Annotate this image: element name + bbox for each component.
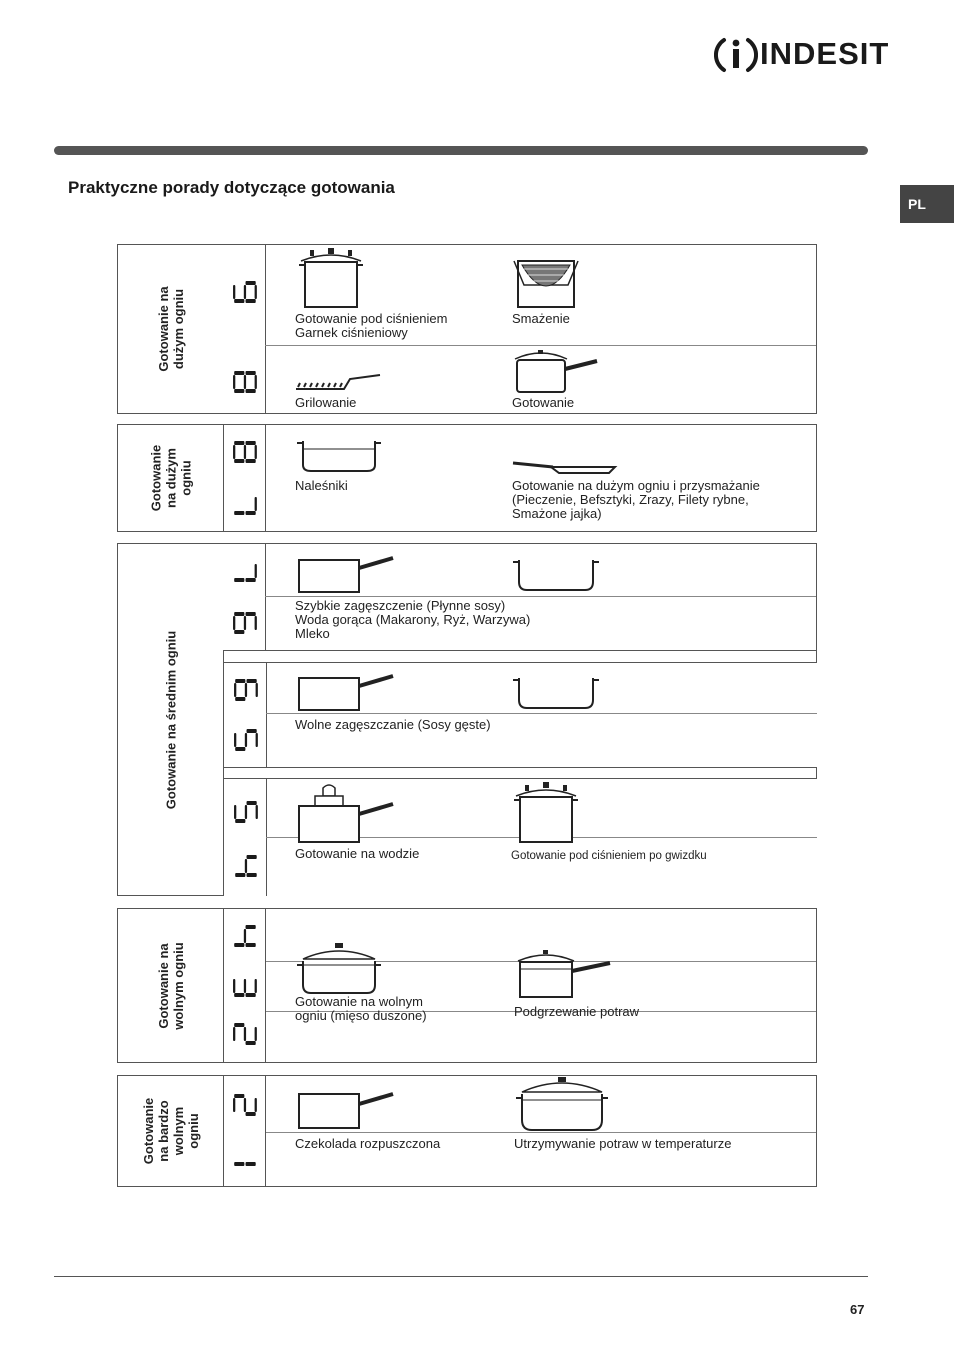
section-label: Gotowanie na dużym ogniu xyxy=(118,425,224,531)
power-level-column xyxy=(223,245,266,413)
power-level-4 xyxy=(233,843,259,889)
frying-pan-icon xyxy=(295,435,383,475)
section-low-heat xyxy=(117,908,817,1063)
power-level-6 xyxy=(233,667,259,713)
saucepan-handle-icon xyxy=(295,1088,395,1130)
power-level-5 xyxy=(233,717,259,763)
item-label: Grilowanie xyxy=(295,395,357,410)
power-level-8 xyxy=(232,359,258,405)
section-label: Gotowanie na średnim ogniu xyxy=(118,544,224,895)
saucepan-handle-icon xyxy=(295,672,395,712)
casserole-lid-icon xyxy=(295,941,383,995)
row-divider xyxy=(265,345,816,346)
skillet-icon xyxy=(511,459,619,475)
saucepan-lid-icon xyxy=(514,949,612,999)
power-level-column xyxy=(223,544,266,650)
item-label: Gotowanie pod ciśnieniem po gwizdku xyxy=(511,850,707,862)
power-level-2 xyxy=(232,1011,258,1057)
power-level-1 xyxy=(232,1132,258,1178)
row-divider xyxy=(266,713,817,714)
row-divider xyxy=(266,1132,816,1133)
item-label: Gotowanie na wolnym ogniu (mięso duszone) xyxy=(295,994,427,1023)
pressure-cooker-icon xyxy=(296,247,366,309)
power-level-5 xyxy=(233,789,259,835)
power-level-column xyxy=(223,909,266,1062)
pressure-cooker-whistle-icon xyxy=(511,780,581,844)
item-label: Utrzymywanie potraw w temperaturze xyxy=(514,1136,732,1151)
indesit-logo-mark xyxy=(714,34,758,76)
power-level-6 xyxy=(232,600,258,646)
power-level-7 xyxy=(232,548,258,594)
page-title: Praktyczne porady dotyczące gotowania xyxy=(68,178,395,197)
item-label: Czekolada rozpuszczona xyxy=(295,1136,441,1151)
item-label: Wolne zagęszczanie (Sosy gęste) xyxy=(295,717,491,732)
item-label: Gotowanie xyxy=(512,395,575,410)
row-divider xyxy=(265,596,816,597)
item-label: Smażenie xyxy=(512,311,570,326)
header-rule xyxy=(54,146,868,155)
page-number: 67 xyxy=(850,1302,865,1317)
double-boiler-icon xyxy=(295,782,395,844)
power-level-4 xyxy=(232,913,258,959)
power-level-column xyxy=(223,425,266,531)
power-level-8 xyxy=(232,429,258,475)
section-label: Gotowanie na bardzo wolnym ogniu xyxy=(118,1076,224,1186)
section-label: Gotowanie na wolnym ogniu xyxy=(118,909,224,1062)
footer-rule xyxy=(54,1276,868,1277)
item-label: Naleśniki xyxy=(295,478,348,493)
power-level-column xyxy=(223,1076,266,1186)
section-high-heat xyxy=(117,244,817,414)
power-level-3 xyxy=(232,963,258,1009)
saucepan-handle-icon xyxy=(295,554,395,594)
pot-two-handles-icon xyxy=(511,674,601,710)
section-high-heat-frying xyxy=(117,424,817,532)
power-level-7 xyxy=(232,481,258,527)
power-level-column xyxy=(224,779,267,896)
roasting-pot-icon xyxy=(514,1076,610,1132)
power-level-9 xyxy=(232,269,258,315)
grill-pan-icon xyxy=(294,371,382,393)
saucepan-lid-icon xyxy=(511,349,601,393)
pot-two-handles-icon xyxy=(511,556,601,592)
item-label: Podgrzewanie potraw xyxy=(514,1004,640,1019)
section-very-low-heat xyxy=(117,1075,817,1187)
fryer-basket-icon xyxy=(512,257,580,309)
brand-name: INDESIT xyxy=(760,36,890,71)
section-medium-heat xyxy=(117,543,817,896)
language-tab: PL xyxy=(900,185,954,223)
power-level-2 xyxy=(232,1082,258,1128)
indesit-logo xyxy=(714,34,890,76)
item-label: Gotowanie pod ciśnieniem Garnek ciśnieniowy xyxy=(295,311,448,340)
item-label: Szybkie zagęszczenie (Płynne sosy) Woda gorąca (Makarony, Ryż, Warzywa) Mleko xyxy=(295,598,531,641)
power-level-column xyxy=(224,663,267,767)
item-label: Gotowanie na wodzie xyxy=(295,846,420,861)
section-label: Gotowanie na dużym ogniu xyxy=(118,245,224,413)
item-label: Gotowanie na dużym ogniu i przysmażanie (Pieczenie, Befsztyki, Zrazy, Filety rybne, Smażone jajka) xyxy=(512,478,760,521)
